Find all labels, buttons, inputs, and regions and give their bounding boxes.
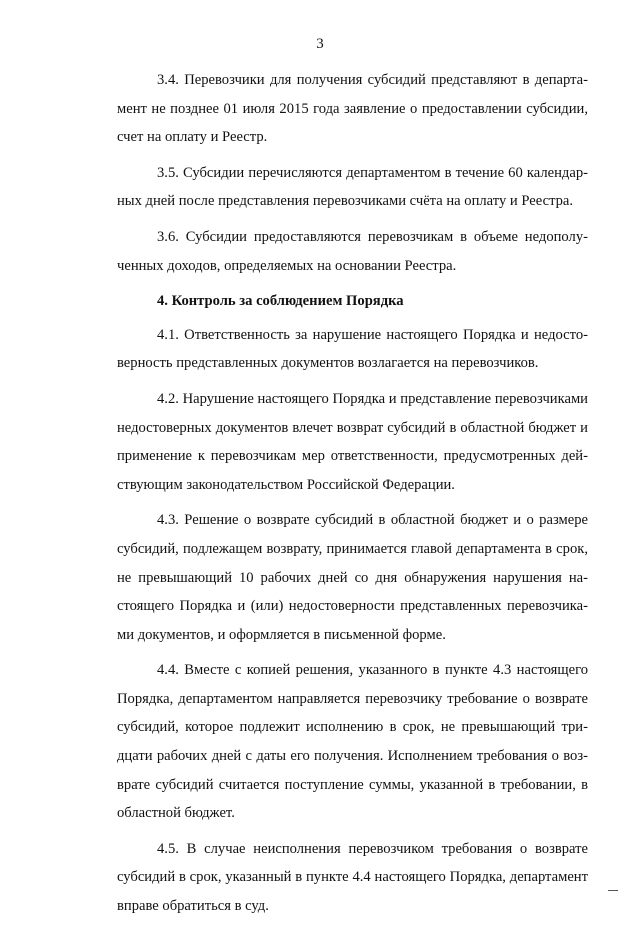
- paragraph-3-5: 3.5. Субсидии перечисляются департаментом в течение 60 календарных дней после представления перевозчиками счёта на оплату и Реестра.: [117, 164, 588, 210]
- paragraph-4-4: 4.4. Вместе с копией решения, указанного в пункте 4.3 настоящего Порядка, департаментом направляется перевозчику требование о возврате субсидий, которое подлежит исполнению в срок, не превышающий тридцати рабочих дней с даты его получения. Исполнением требования о возврате субсидий считается поступление суммы, указанной в требовании, в областной бюджет.: [117, 662, 588, 822]
- paragraph-4-2: 4.2. Нарушение настоящего Порядка и представление перевозчиками недостоверных документов влечет возврат субсидий в областной бюджет и применение к перевозчикам мер ответственности, предусмотренных действующим законодательством Российской Федерации.: [117, 390, 588, 493]
- paragraph-4-5: 4.5. В случае неисполнения перевозчиком требования о возврате субсидий в срок, указанный в пункте 4.4 настоящего Порядка, департамент вправе обратиться в суд.: [117, 840, 588, 915]
- document-body: [117, 66, 588, 928]
- page-number: 3: [316, 36, 324, 52]
- paragraph-4-1: 4.1. Ответственность за нарушение настоящего Порядка и недостоверность представленных документов возлагается на перевозчиков.: [117, 326, 588, 372]
- paragraph-4-3: 4.3. Решение о возврате субсидий в областной бюджет и о размере субсидий, подлежащем возврату, принимается главой департамента в срок, не превышающий 10 рабочих дней со дня обнаружения нарушения настоящего Порядка и (или) недостоверности представленных перевозчиками документов, и оформляется в письменной форме.: [117, 512, 588, 643]
- paragraph-3-4: 3.4. Перевозчики для получения субсидий представляют в департамент не позднее 01 июля 2015 года заявление о предоставлении субсидии, счет на оплату и Реестр.: [117, 72, 588, 146]
- section-heading-4: 4. Контроль за соблюдением Порядка: [157, 293, 404, 310]
- scan-corner-mark: [608, 890, 618, 891]
- paragraph-3-6: 3.6. Субсидии предоставляются перевозчикам в объеме недополученных доходов, определяемых на основании Реестра.: [117, 228, 588, 274]
